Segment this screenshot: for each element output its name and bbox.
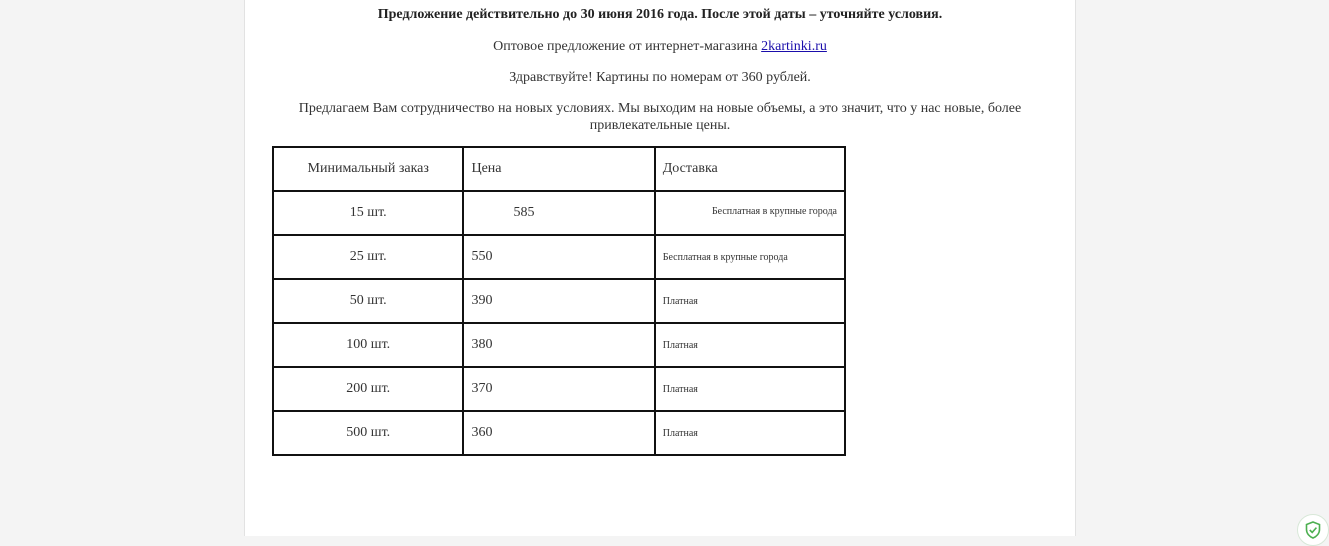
offer-validity-headline: Предложение действительно до 30 июня 2016 года. После этой даты – уточняйте условия. bbox=[377, 7, 943, 22]
qty-cell: 200 шт. bbox=[273, 367, 463, 411]
qty-cell: 15 шт. bbox=[273, 191, 463, 235]
table-row bbox=[273, 411, 845, 455]
header-min-order: Минимальный заказ bbox=[273, 147, 463, 191]
qty-cell: 50 шт. bbox=[273, 279, 463, 323]
price-table bbox=[272, 146, 846, 456]
delivery-cell: Платная bbox=[655, 323, 845, 367]
delivery-cell: Платная bbox=[655, 279, 845, 323]
price-cell: 380 bbox=[463, 323, 654, 367]
price-cell: 360 bbox=[463, 411, 654, 455]
table-row bbox=[273, 235, 845, 279]
wholesale-offer-line bbox=[245, 38, 1075, 55]
shield-check-icon[interactable] bbox=[1297, 514, 1329, 546]
header-delivery: Доставка bbox=[655, 147, 845, 191]
qty-cell: 25 шт. bbox=[273, 235, 463, 279]
delivery-cell: Платная bbox=[655, 411, 845, 455]
delivery-cell: Бесплатная в крупные города bbox=[655, 235, 845, 279]
delivery-cell: Платная bbox=[655, 367, 845, 411]
price-cell: 550 bbox=[463, 235, 654, 279]
qty-cell: 500 шт. bbox=[273, 411, 463, 455]
cooperation-offer-text: Предлагаем Вам сотрудничество на новых условиях. Мы выходим на новые объемы, а это значит, что у нас новые, более привлекательные цены. bbox=[298, 101, 1022, 133]
price-cell: 370 bbox=[463, 367, 654, 411]
greeting-line: Здравствуйте! Картины по номерам от 360 рублей. bbox=[509, 70, 811, 85]
wholesale-offer-text: Оптовое предложение от интернет-магазина bbox=[493, 39, 762, 54]
table-row bbox=[273, 279, 845, 323]
table-header-row bbox=[273, 147, 845, 191]
price-cell: 585 bbox=[463, 191, 654, 235]
table-row bbox=[273, 191, 845, 235]
qty-cell: 100 шт. bbox=[273, 323, 463, 367]
price-cell: 390 bbox=[463, 279, 654, 323]
table-row bbox=[273, 367, 845, 411]
delivery-cell: Бесплатная в крупные города bbox=[655, 191, 845, 235]
site-link[interactable]: 2kartinki.ru bbox=[761, 39, 827, 54]
shield-check-icon-glyph bbox=[1305, 521, 1321, 539]
table-row bbox=[273, 323, 845, 367]
header-price: Цена bbox=[463, 147, 654, 191]
